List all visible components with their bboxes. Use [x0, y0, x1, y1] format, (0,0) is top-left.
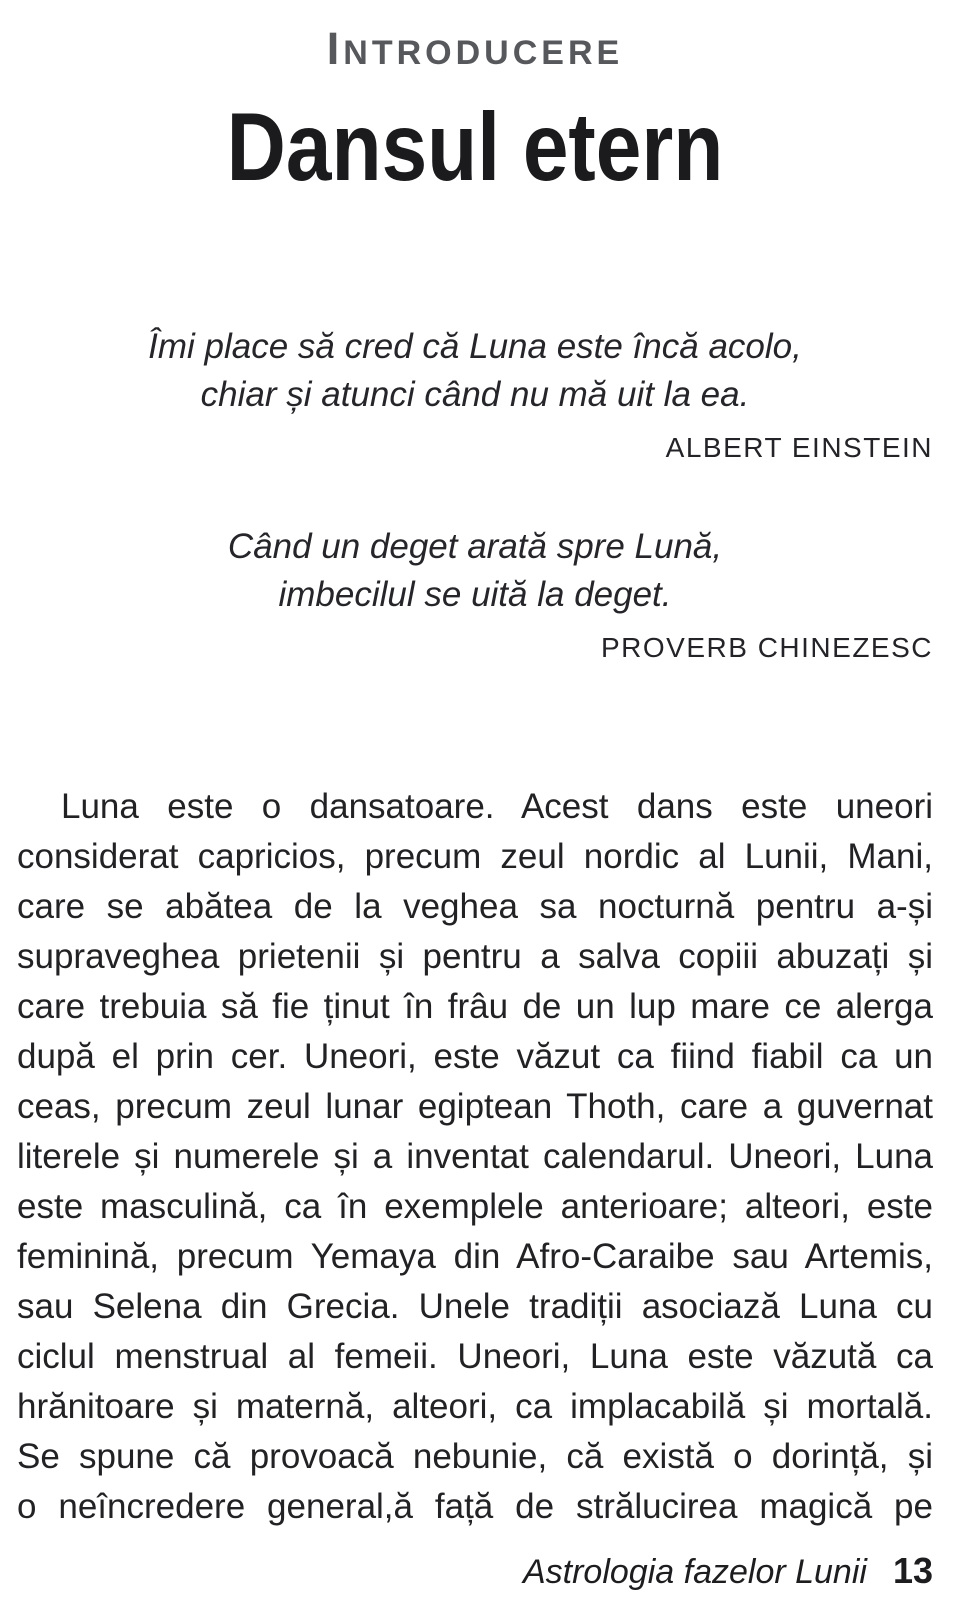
body-text-line: sau Selena din Grecia. Unele tradiții asociază Luna cu — [17, 1287, 933, 1326]
epigraph-proverb — [17, 523, 933, 663]
epigraph-einstein-attribution: ALBERT EINSTEIN — [665, 432, 933, 463]
body-text-line: feminină, precum Yemaya din Afro-Caraibe sau Artemis, — [17, 1237, 933, 1276]
page-footer — [17, 1550, 933, 1593]
quote-line: chiar și atunci când nu mă uit la ea. — [200, 375, 750, 414]
epigraph-einstein-text — [17, 323, 933, 419]
quote-line: imbecilul se uită la deget. — [278, 575, 672, 614]
page-title: Dansul etern — [226, 93, 724, 202]
quote-line: Îmi place să cred că Luna este încă acolo, — [148, 327, 802, 366]
body-text-line: considerat capricios, precum zeul nordic al Lunii, Mani, — [17, 837, 933, 876]
body-text-line: care se abătea de la veghea sa nocturnă pentru a-și — [17, 887, 933, 926]
body-text-line: o neîncredere general,ă față de strălucirea magică pe — [17, 1487, 933, 1526]
body-text-line: Luna este o dansatoare. Acest dans este uneori — [61, 787, 933, 826]
body-text-line: Se spune că provoacă nebunie, că există o dorință, și — [17, 1437, 933, 1476]
body-text-line: după el prin cer. Uneori, este văzut ca fiind fiabil ca un — [17, 1037, 933, 1076]
body-text-line: ceas, precum zeul lunar egiptean Thoth, care a guvernat — [17, 1087, 933, 1126]
body-text-line: hrănitoare și maternă, alteori, ca implacabilă și mortală. — [17, 1387, 933, 1426]
page-number: 13 — [892, 1550, 933, 1591]
quote-line: Când un deget arată spre Lună, — [227, 527, 723, 566]
body-text-line: ciclul menstrual al femeii. Uneori, Luna este văzută ca — [17, 1337, 933, 1376]
body-paragraph — [17, 782, 933, 1532]
running-footer-book-title: Astrologia fazelor Lunii — [522, 1553, 867, 1591]
body-text-line: supraveghea prietenii și pentru a salva copiii abuzați și — [17, 937, 933, 976]
chapter-header — [17, 23, 933, 202]
epigraph-einstein — [17, 323, 933, 463]
chapter-kicker: INTRODUCERE — [326, 23, 624, 74]
epigraph-proverb-attribution: PROVERB CHINEZESC — [601, 632, 933, 663]
epigraph-proverb-text — [17, 523, 933, 619]
body-text-line: care trebuia să fie ținut în frâu de un lup mare ce alerga — [17, 987, 933, 1026]
body-text-line: este masculină, ca în exemplele anterioare; alteori, este — [17, 1187, 933, 1226]
body-text-line: literele și numerele și a inventat calendarul. Uneori, Luna — [17, 1137, 933, 1176]
